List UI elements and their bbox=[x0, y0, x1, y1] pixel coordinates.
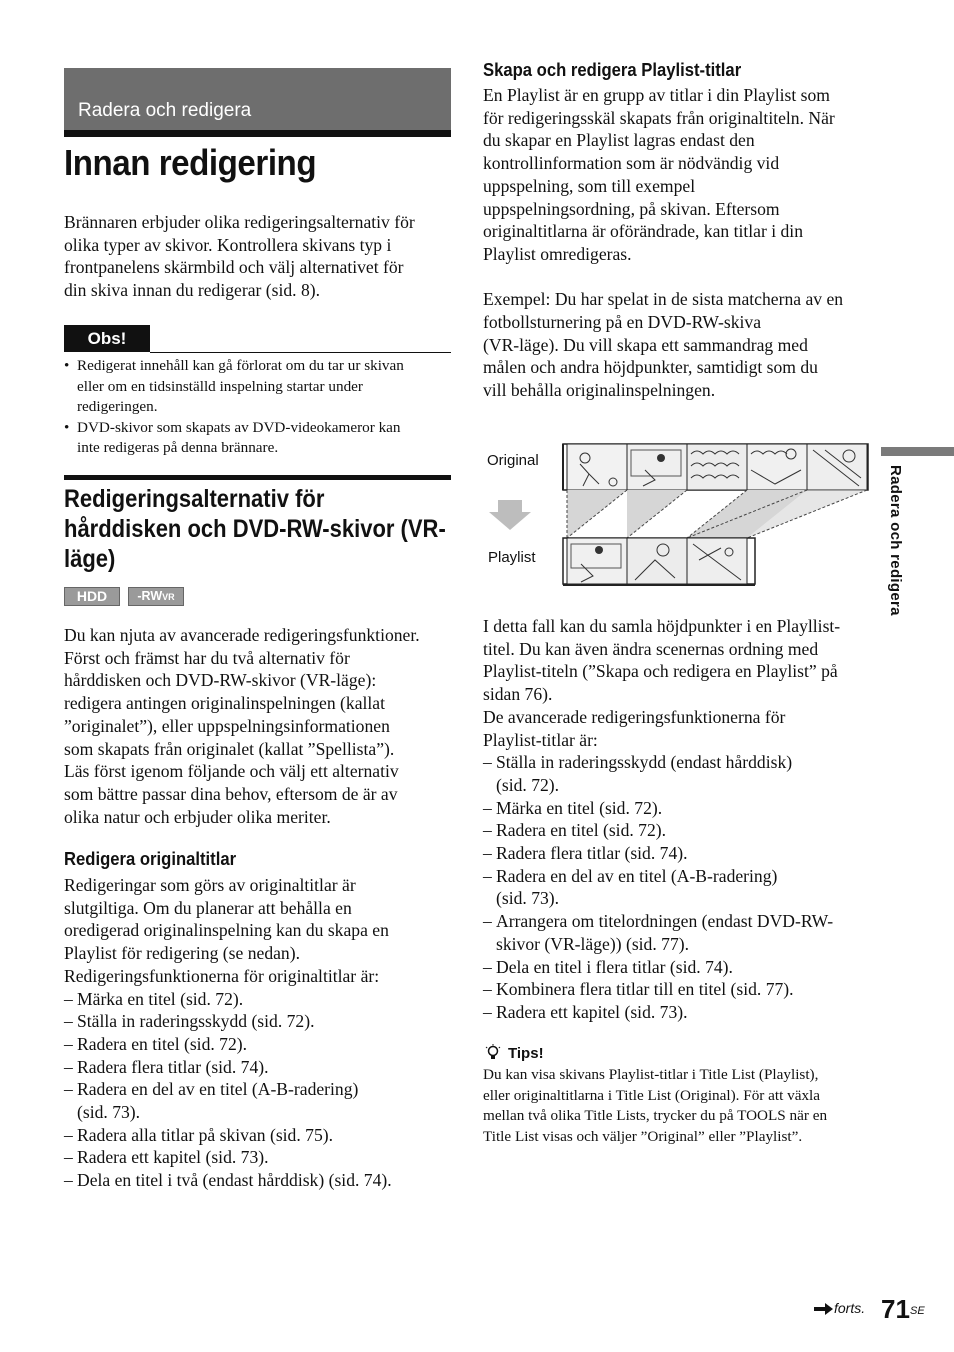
side-tab bbox=[878, 465, 918, 625]
list-item: – Radera alla titlar på skivan (sid. 75). bbox=[64, 1124, 392, 1147]
rw-vr-icon: -RWVR bbox=[128, 587, 184, 606]
list-item: – Dela en titel i flera titlar (sid. 74). bbox=[483, 956, 840, 979]
section2-body: Du kan njuta av avancerade redigeringsfunktioner. Först och främst har du två alternativ för hårddisken och DVD-RW-skivor (VR-läge): redigera antingen originalinspelningen (kallat ”originalet”), eller uppspelningsinformationen som skapats från originalet (kallat ”Spellista”). Läs först igenom följande och välj ett alternativ som bättre passar dina behov, eftersom de är av olika natur och erbjuder olika meriter. bbox=[64, 625, 420, 827]
tips-label: Tips! bbox=[508, 1045, 544, 1062]
section-label: Radera och redigera bbox=[78, 100, 252, 121]
list-item: – Märka en titel (sid. 72). bbox=[64, 988, 392, 1011]
section2-rule bbox=[64, 475, 451, 480]
playlist-titles-body: En Playlist är en grupp av titlar i din Playlist som för redigeringsskäl skapats från originaltiteln. När du skapar en Playlist lagras endast den kontrollinformation som är nödvändig vid uppspelning, som till exempel uppspelningsordning, på skivan. Eftersom originaltitlarna är oförändrade, kan titlar i din Playlist omredigeras. Exempel: Du har spelat in de sista matcherna av en fotbollsturnering på en DVD-RW-skiva (VR-läge). Du vill skapa ett sammandrag med målen och andra höjdpunkter, samtidigt som du vill behålla originalinspelningen. bbox=[483, 85, 844, 401]
list-item: – Kombinera flera titlar till en titel (sid. 77). bbox=[483, 978, 840, 1001]
side-tab-label: Radera och redigera bbox=[887, 465, 904, 616]
side-tab-bar bbox=[881, 447, 954, 456]
list-item: – Radera en titel (sid. 72). bbox=[64, 1033, 392, 1056]
playlist-titles-heading: Skapa och redigera Playlist-titlar bbox=[483, 59, 742, 80]
original-titles-heading: Redigera originaltitlar bbox=[64, 848, 237, 869]
list-item: – Radera ett kapitel (sid. 73). bbox=[483, 1001, 840, 1024]
playlist-diagram bbox=[485, 440, 875, 590]
text-line: olika typer av skivor. Kontrollera skivans typ i bbox=[64, 234, 392, 255]
list-item: – Radera en del av en titel (A-B-radering) (sid. 73). bbox=[483, 865, 840, 910]
page-title: Innan redigering bbox=[64, 142, 317, 183]
hdd-icon: HDD bbox=[64, 587, 120, 606]
list-item: – Radera flera titlar (sid. 74). bbox=[483, 842, 840, 865]
continued-label: forts. bbox=[834, 1300, 866, 1316]
page-number: 71 bbox=[881, 1294, 910, 1324]
diagram-original-label: Original bbox=[487, 452, 539, 469]
arrow-down-icon bbox=[489, 500, 531, 530]
intro-paragraph bbox=[64, 211, 415, 302]
list-item: – Radera ett kapitel (sid. 73). bbox=[64, 1146, 392, 1169]
list-item: – Radera en del av en titel (A-B-radering) (sid. 73). bbox=[64, 1078, 392, 1123]
lightbulb-icon bbox=[484, 1044, 502, 1062]
section2-heading: Redigeringsalternativ för hårddisken och DVD-RW-skivor (VR- läge) bbox=[64, 485, 446, 573]
tips-body: Du kan visa skivans Playlist-titlar i Title List (Playlist), eller originaltitlarna i Title List (Original). För att växla mellan två olika Title Lists, trycker du på TOOLS när en Title List visas och väljer ”Original” eller ”Playlist”. bbox=[483, 1066, 828, 1145]
text-line: Brännaren erbjuder olika redigeringsalternativ för bbox=[64, 212, 415, 232]
page-suffix: SE bbox=[910, 1305, 925, 1317]
list-item: – Radera en titel (sid. 72). bbox=[483, 819, 840, 842]
list-item: – Radera flera titlar (sid. 74). bbox=[64, 1056, 392, 1079]
list-item: – Ställa in raderingsskydd (sid. 72). bbox=[64, 1010, 392, 1033]
text-line: frontpanelens skärmbild och välj alternativet för bbox=[64, 257, 404, 278]
original-titles-body: Redigeringar som görs av originaltitlar är slutgiltiga. Om du planerar att behålla en oredigerad originalinspelning kan du skapa en Playlist för redigering (se nedan). Redigeringsfunktionerna för originaltitlar är: – Märka en titel (sid. 72). – Ställa in raderingsskydd (sid. 72). – Radera en titel (sid. 72). – Radera flera titlar (sid. 74). – Radera en del av en titel (A-B-radering) (sid. 73). – Radera alla titlar på skivan (sid. 75). – Radera ett kapitel (sid. 73). – Dela en titel i två (endast hårddisk) (sid. 74). bbox=[64, 874, 392, 1192]
list-item: – Dela en titel i två (endast hårddisk) (sid. 74). bbox=[64, 1169, 392, 1192]
list-item: – Arrangera om titelordningen (endast DVD-RW- skivor (VR-läge)) (sid. 77). bbox=[483, 910, 840, 955]
diagram-playlist-label: Playlist bbox=[488, 549, 536, 566]
list-item: – Märka en titel (sid. 72). bbox=[483, 797, 840, 820]
playlist-filmstrip bbox=[563, 538, 755, 586]
list-item: – Ställa in raderingsskydd (endast hårddisk) (sid. 72). bbox=[483, 751, 840, 796]
arrow-right-icon bbox=[814, 1302, 834, 1316]
obs-item: • DVD-skivor som skapats av DVD-videokameror kan inte redigeras på denna brännare. bbox=[64, 418, 454, 459]
section-rule bbox=[64, 130, 451, 137]
original-filmstrip bbox=[563, 444, 868, 490]
obs-list bbox=[64, 356, 454, 459]
section-header-bar bbox=[64, 68, 451, 130]
obs-badge: Obs! bbox=[64, 325, 150, 352]
text-line: din skiva innan du redigerar (sid. 8). bbox=[64, 280, 321, 301]
obs-item: • Redigerat innehåll kan gå förlorat om du tar ur skivan eller om en tidsinställd inspelning startar under redigeringen. bbox=[64, 356, 454, 418]
playlist-after-diagram: I detta fall kan du samla höjdpunkter i en Playllist- titel. Du kan även ändra scenernas ordning med Playlist-titeln (”Skapa och redigera en Playlist” på sidan 76). De avancerade redigeringsfunktionerna för Playlist-titlar är: – Ställa in raderingsskydd (endast hårddisk) (sid. 72). – Märka en titel (sid. 72). – Radera en titel (sid. 72). – Radera flera titlar (sid. 74). – Radera en del av en titel (A-B-radering) (sid. 73). – Arrangera om titelordningen (endast DVD-RW- skivor (VR-läge)) (sid. 77). – Dela en titel i flera titlar (sid. 74). – Kombinera flera titlar till en titel (sid. 77). – Radera ett kapitel (sid. 73). bbox=[483, 615, 840, 1024]
obs-rule bbox=[150, 352, 451, 353]
